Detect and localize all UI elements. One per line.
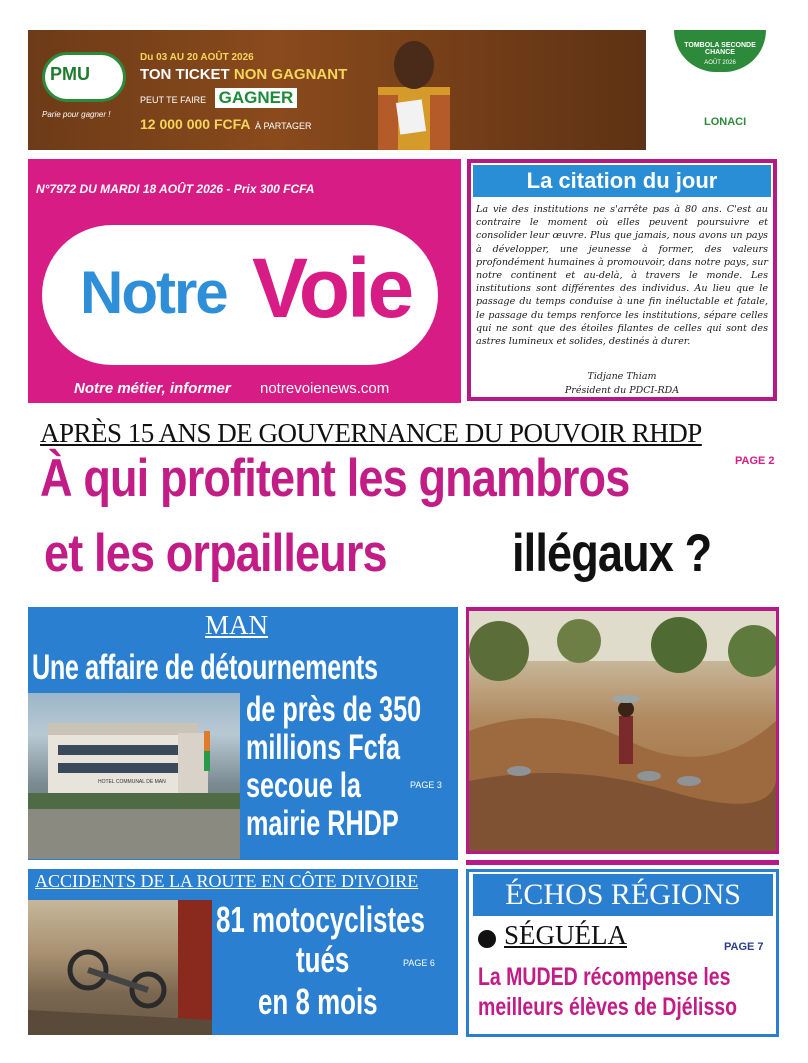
ad-line2 [140, 88, 297, 108]
echos-kicker: SÉGUÉLA [504, 920, 627, 950]
ad-tagline: Parie pour gagner ! [42, 110, 111, 119]
main-headline-line2b[interactable]: illégaux ? [512, 524, 712, 583]
ad-line3 [140, 116, 311, 134]
logo-voie: Voie [252, 241, 412, 335]
slogan: Notre métier, informer [74, 380, 231, 397]
accidents-headline-line3[interactable]: en 8 mois [258, 981, 378, 1022]
quote-title: La citation du jour [473, 165, 771, 197]
building-sign: HOTEL COMMUNAL DE MAN [98, 779, 166, 785]
echos-headline-line1[interactable]: La MUDED récompense les [478, 963, 731, 991]
main-headline-line1[interactable]: À qui profitent les gnambros [40, 449, 630, 508]
accidents-headline-line1[interactable]: 81 motocyclistes [216, 899, 425, 940]
ad-person-image [338, 35, 488, 150]
main-headline-line2a[interactable]: et les orpailleurs [44, 524, 387, 583]
ad-line3-b: À PARTAGER [254, 121, 312, 131]
quote-text: La vie des institutions ne s'arrête pas à 80 ans. C'est au contraire le moment où elles peuvent poursuivre et consolider leur œuvre. Plus que jamais, nous avons un pays à développer, une jeunesse à former, des valeurs profondément humaines à promouvoir, dans notre pays, sur notre continent et au-delà, à travers le monde. Les institutions sont différentes des individus. Au lieu que le passage du temps conduise à une fin inéluctable et fatale, le passage du temps renforce les institutions, sépare celles qui ne sont que des étoiles filantes de celles qui sont des astres lumineux et solides, destinés à durer. [476, 204, 768, 348]
website-link[interactable]: notrevoienews.com [260, 380, 390, 397]
pmu-brand: PMU [50, 64, 90, 84]
accidents-page-ref[interactable]: PAGE 6 [403, 958, 435, 968]
motorcycle-accident-photo [28, 900, 212, 1035]
main-kicker: APRÈS 15 ANS DE GOUVERNANCE DU POUVOIR RHDP [40, 418, 702, 448]
accidents-kicker: ACCIDENTS DE LA ROUTE EN CÔTE D'IVOIRE [35, 871, 419, 891]
ad-promo-panel[interactable] [660, 30, 780, 150]
ad-line3-a: 12 000 000 FCFA [140, 116, 251, 132]
promo-date: AOÛT 2026 [704, 60, 736, 66]
echos-title: ÉCHOS RÉGIONS [473, 874, 773, 916]
man-headline-line4[interactable]: secoue la [246, 766, 361, 805]
man-kicker: MAN [205, 610, 269, 640]
man-headline-line5[interactable]: mairie RHDP [246, 804, 399, 843]
ad-banner[interactable] [28, 30, 646, 150]
gold-mine-photo [469, 611, 776, 851]
lonaci-logo: LONACI [704, 116, 747, 128]
issue-info: N°7972 DU MARDI 18 AOÛT 2026 - Prix 300 FCFA [36, 182, 315, 196]
ad-line1 [140, 66, 347, 83]
logo-notre: Notre [80, 259, 227, 326]
man-headline-line1[interactable]: Une affaire de détournements [32, 648, 378, 687]
echos-headline-line2[interactable]: meilleurs élèves de Djélisso [478, 993, 738, 1021]
quote-author: Tidjane Thiam [587, 371, 657, 382]
town-hall-photo [28, 693, 240, 859]
main-page-ref[interactable]: PAGE 2 [735, 455, 775, 467]
accident-scene [28, 900, 212, 1035]
town-hall-building [28, 693, 240, 859]
quote-author-role: Président du PDCI-RDA [564, 385, 680, 396]
man-headline-line3[interactable]: millions Fcfa [246, 728, 401, 767]
man-page-ref[interactable]: PAGE 3 [410, 780, 442, 790]
ad-dates: Du 03 AU 20 AOÛT 2026 [140, 52, 254, 63]
ad-line2-a: PEUT TE FAIRE [140, 95, 207, 105]
section-divider [466, 860, 779, 865]
mine-scene [469, 611, 776, 851]
echos-page-ref[interactable]: PAGE 7 [724, 941, 764, 953]
man-headline-line2[interactable]: de près de 350 [246, 690, 422, 729]
ad-line2-b: GAGNER [215, 88, 298, 108]
accidents-headline-line2[interactable]: tués [296, 939, 350, 980]
ad-line1-b: NON GAGNANT [233, 66, 348, 83]
ad-line1-a: TON TICKET [140, 66, 230, 83]
promo-title: TOMBOLA SECONDE CHANCE [684, 42, 756, 56]
bullet-icon [478, 930, 496, 948]
